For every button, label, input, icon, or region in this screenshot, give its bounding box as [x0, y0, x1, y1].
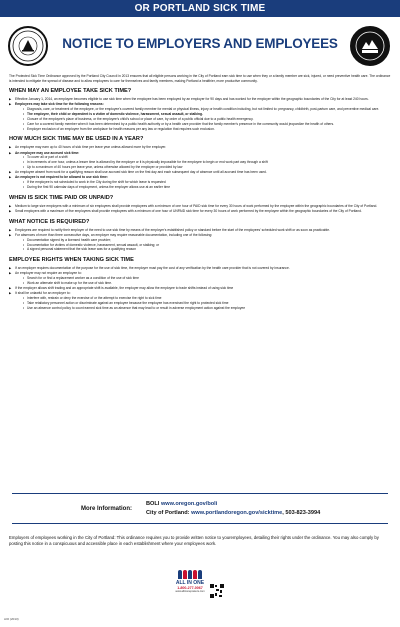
more-information-lines	[146, 500, 320, 516]
section-list-how-much	[9, 145, 391, 189]
city-seal-graphic	[11, 29, 45, 63]
qr-code-icon	[210, 584, 224, 598]
intro-paragraph: The Protected Sick Time Ordinance approved by the Portland City Council in 2013 ensures that all eligible persons working in the City of Portland earn sick time to use when they or a family member are sick, injured, or need preventive health care. The ordinance is intended to mitigate the spread of disease and to allow employees to care for themselves and family members, making Portland a healthier, more productive community.	[9, 74, 391, 83]
city-line	[146, 509, 320, 517]
list-item: • Closure of the employee's place of business, or the employee's child's school or place of care, by order of a public official due to a public health emergency.	[23, 117, 391, 122]
list-item: ▶ Medium to large size employers with a minimum of six employees shall provide employees with a minimum of one hour of PAID sick time for every 30 hours of work performed by the employee within the geographic boundaries of the City of Portland.	[9, 204, 391, 209]
list-item: • Diagnosis, care, or treatment of the employee, or the employee's covered family member for mental or physical illness, injury or health condition including, but not limited to: pregnancy, childbirth, post-partum care, and preventive medical care.	[23, 107, 391, 112]
boli-label: BOLI	[146, 501, 160, 508]
form-number: AIO (2013)	[4, 617, 19, 621]
list-item: ▶ An employee may earn up to 40 hours of sick time per leave year unless allowed more by the employer.	[9, 145, 391, 150]
list-item: ▶ An employee may use accrued sick time: • To cover all or part of a shift • In increments of one hour, unless a lesser time is allowed by the employer or it is physically impossible for the employee to begin or end work part way through a shift • Up to a maximum of 40 hours per leave year, unless otherwise allowed by the employer or provided by law	[9, 151, 391, 170]
list-item: ▶ Small employers with a maximum of five employees shall provide employees with a minimum of one hour of UNPAID sick time for every 30 hours of work performed by the employee within the geographic boundaries of the City of Portland.	[9, 209, 391, 214]
page-title: NOTICE TO EMPLOYERS AND EMPLOYEES	[62, 36, 338, 51]
boli-line	[146, 500, 320, 508]
list-item: • Work an alternate shift to make up for the use of sick time.	[23, 281, 391, 286]
not-required-list	[15, 180, 391, 189]
list-item: • Documentation for victims of domestic violence, harassment, sexual assault, or stalking; or	[23, 243, 391, 248]
list-item: • Up to a maximum of 40 hours per leave year, unless otherwise allowed by the employer or provided by law	[23, 165, 391, 170]
list-item: • Documentation signed by a licensed health care provider;	[23, 238, 391, 243]
list-item: • If the employee is not scheduled to work in the City during the shift for which leave is requested	[23, 180, 391, 185]
list-item: ▶ It shall be unlawful for an employer to: • Interfere with, restrain or deny the exercise of or the attempt to exercise the right to sick time • Take retaliatory personnel action or discriminate against an employee because the employee has exercised the right to protected sick time • Use an absence control policy to count earned sick time as an absence that may lead to or result in adverse employment action against the employee	[9, 291, 391, 310]
section-heading-how-much: HOW MUCH SICK TIME MAY BE USED IN A YEAR?	[9, 136, 144, 143]
list-item: • Employer exclusion of an employee from the workplace for health reasons per any law or regulation that requires such exclusion.	[23, 127, 391, 132]
section-heading-paid-unpaid: WHEN IS SICK TIME PAID OR UNPAID?	[9, 194, 114, 201]
protected-sick-time-seal-icon	[350, 26, 390, 66]
city-seal-icon	[8, 26, 48, 66]
list-item: ▶ If the employer allows shift trading and an appropriate shift is available, the employer may allow the employee to trade shifts instead of using sick time	[9, 286, 391, 291]
section-list-rights	[9, 266, 391, 310]
list-item: • During the first 90 calendar days of employment, unless the employer allows use at an earlier time	[23, 185, 391, 190]
list-item: • Search for or find a replacement worker as a condition of the use of sick time	[23, 276, 391, 281]
list-item: • The employee, their child or dependent is a victim of domestic violence, harassment, sexual assault, or stalking.	[23, 112, 391, 117]
list-item: • Take retaliatory personnel action or discriminate against an employee because the employee has exercised the right to protected sick time	[23, 301, 391, 306]
may-not-require-list	[15, 276, 391, 285]
use-list	[15, 155, 391, 169]
list-item: ▶ If an employer requires documentation of the purpose for the use of sick time, the employer must pay the cost of any verification by the health care provider that is not covered by insurance.	[9, 266, 391, 271]
section-list-paid-unpaid	[9, 204, 391, 214]
list-item: • Interfere with, restrain or deny the exercise of or the attempt to exercise the right to sick time	[23, 296, 391, 301]
list-item: ▶ Employees are required to notify their employer of the need to use sick time by means of the employer's established policy or standard before the start of the employees' scheduled work shift or as soon as practicable.	[9, 228, 391, 233]
city-link[interactable]: www.portlandoregon.gov/sicktime	[191, 509, 283, 516]
unlawful-list	[15, 296, 391, 310]
list-item: ▶ An employer may not require an employee to: • Search for or find a replacement worker as a condition of the use of sick time • Work an alternate shift to make up for the use of sick time.	[9, 271, 391, 285]
list-item: ▶ An employee is not required to be allowed to use sick time: • If the employee is not scheduled to work in the City during the shift for which leave is requested • During the first 90 calendar days of employment, unless the employer allows use at an earlier time	[9, 175, 391, 189]
list-item: • To cover all or part of a shift	[23, 155, 391, 160]
reasons-list	[15, 107, 391, 131]
city-phone: , 503-823-3994	[282, 509, 321, 516]
logo-site: www.allinoneposters.com	[175, 590, 205, 593]
section-heading-notice: WHAT NOTICE IS REQUIRED?	[9, 218, 90, 225]
list-item: • A signed personal statement that the sick leave was for a qualifying reason	[23, 247, 391, 252]
list-item: • Care for a covered family member when it has been determined by a public health authority or by a health care provider that the family member's presence in the community would jeopardize the health of others.	[23, 122, 391, 127]
employer-footer-note: Employers of employees working in the City of Portland: This ordinance requires you to provide written notice to youremployees, detailing their rights under the ordinance. You may also comply by posting this notice in a conspicuous and accessible place in each establishment where your employees work.	[9, 535, 379, 547]
list-item: ▶ An employee absent from work for a qualifying reason shall use accrued sick time on the first day and each subsequent day of absence until all accrued time has been used.	[9, 170, 391, 175]
people-logo-icon	[173, 570, 207, 579]
list-item: ▶ For absences of more than three consecutive days, an employer may require reasonable documentation, including one of the following: • Documentation signed by a licensed health care provider; • Documentation for victims of domestic violence, harassment, sexual assault, or stalking; or • A signed personal statement that the sick leave was for a qualifying reason	[9, 233, 391, 252]
header-banner: OR PORTLAND SICK TIME	[0, 0, 400, 17]
logo-name: ALL IN ONE	[175, 580, 205, 586]
list-item: • In increments of one hour, unless a lesser time is allowed by the employer or it is physically impossible for the employee to begin or end work part way through a shift	[23, 160, 391, 165]
section-heading-rights: EMPLOYEE RIGHTS WHEN TAKING SICK TIME	[9, 256, 134, 263]
section-heading-when-sick: WHEN MAY AN EMPLOYEE TAKE SICK TIME?	[9, 88, 132, 95]
section-list-notice	[9, 228, 391, 252]
protected-seal-graphic	[353, 29, 387, 63]
notice-body	[9, 74, 391, 311]
city-label: City of Portland:	[146, 509, 190, 516]
list-item: • Use an absence control policy to count earned sick time as an absence that may lead to or result in adverse employment action against the employee	[23, 306, 391, 311]
boli-link[interactable]: www.oregon.gov/boli	[160, 501, 218, 508]
section-list-when-sick	[9, 97, 391, 131]
more-information-label: More Information:	[81, 505, 132, 512]
logo-phone: 1-800-277-0067	[177, 586, 203, 590]
publisher-logo	[173, 570, 207, 608]
more-information-box	[12, 493, 388, 524]
list-item: ▶ Employees may take sick time for the following reasons: • Diagnosis, care, or treatment of the employee, or the employee's covered family member for mental or physical illness, injury or health condition including, but not limited to: pregnancy, childbirth, post-partum care, and preventive medical care. • The employee, their child or dependent is a victim of domestic violence, harassment, sexual assault, or stalking. • Closure of the employee's place of business, or the employee's child's school or place of care, by order of a public official due to a public health emergency. • Care for a covered family member when it has been determined by a public health authority or by a health care provider that the family member's presence in the community would jeopardize the health of others. • Employer exclusion of an employee from the workplace for health reasons per any law or regulation that requires such exclusion.	[9, 102, 391, 131]
list-item: ▶ Effective January 1, 2014, an employee becomes eligible to use sick time when the employee has been employed by an employer for 90 days and has worked for the employer within the geographic boundaries of the City for at least 240 hours.	[9, 97, 391, 102]
documentation-list	[15, 238, 391, 252]
